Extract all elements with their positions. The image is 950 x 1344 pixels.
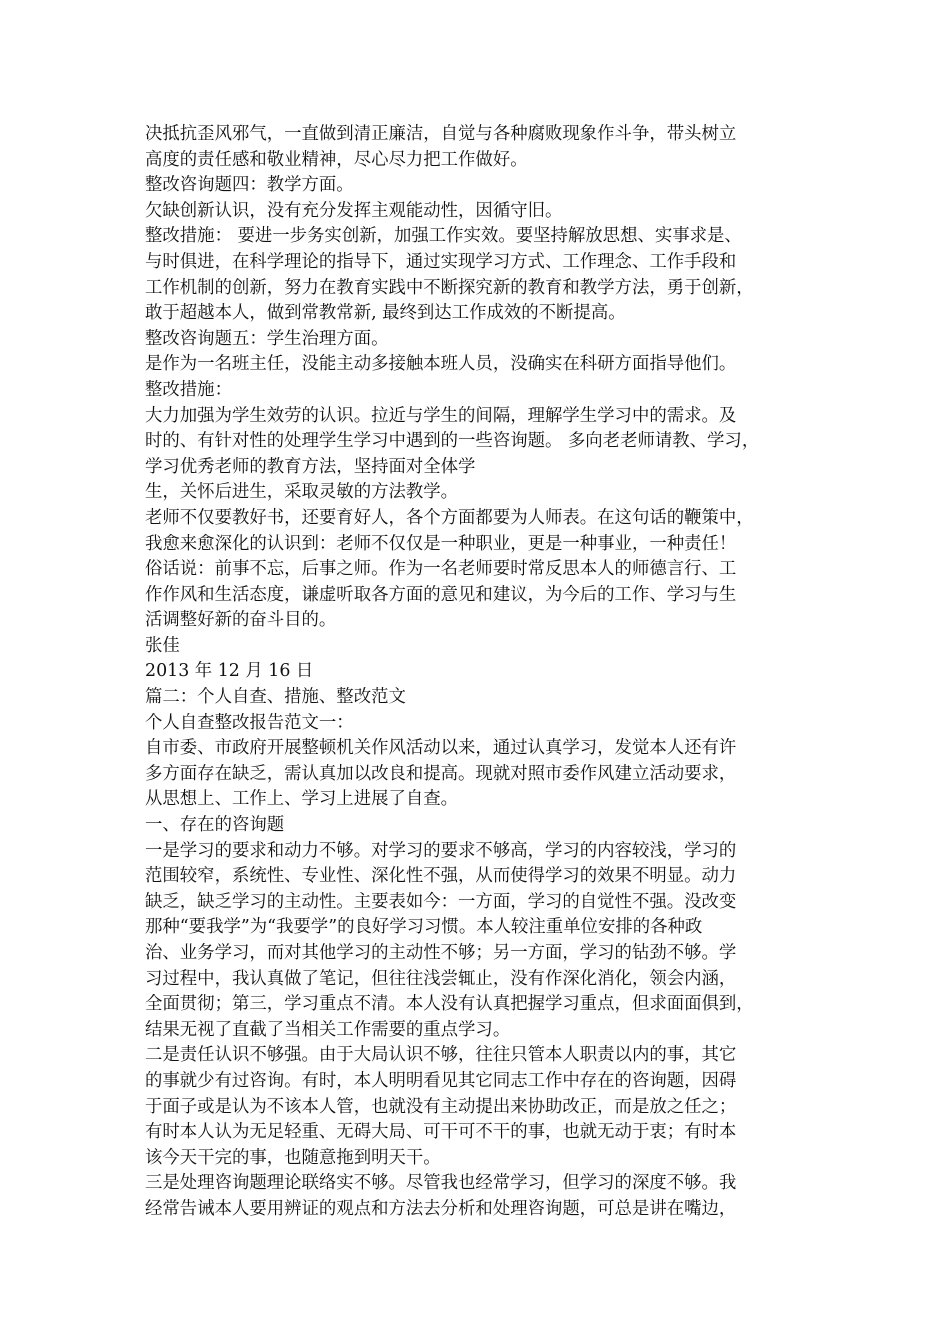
text-line: 那种“要我学”为“我要学”的良好学习习惯。本人较注重单位安排的各种政 <box>145 917 703 938</box>
text-line: 与时俱进，在科学理论的指导下，通过实现学习方式、工作理念、工作手段和 <box>145 251 737 272</box>
text-line: 自市委、市政府开展整顿机关作风活动以来，通过认真学习，发觉本人还有许 <box>145 738 737 759</box>
date: 2013 年 12 月 16 日 <box>145 661 314 682</box>
section-heading: 整改咨询题四：教学方面。 <box>145 175 354 196</box>
text-line: 我愈来愈深化的认识到：老师不仅仅是一种职业，更是一种事业，一种责任！ <box>145 533 737 554</box>
text-line: 作作风和生活态度，谦虚听取各方面的意见和建议，为今后的工作、学习与生 <box>145 584 737 605</box>
text-line: 生，关怀后进生，采取灵敏的方法教学。 <box>145 482 459 503</box>
text-line: 于面子或是认为不该本人管，也就没有主动提出来协助改正，而是放之任之； <box>145 1096 737 1117</box>
text-line: 多方面存在缺乏，需认真加以改良和提高。现就对照市委作风建立活动要求， <box>145 763 737 784</box>
text-line: 决抵抗歪风邪气，一直做到清正廉洁，自觉与各种腐败现象作斗争，带头树立 <box>145 124 737 144</box>
section-heading: 个人自查整改报告范文一： <box>145 712 354 733</box>
text-line: 三是处理咨询题理论联络实不够。尽管我也经常学习，但学习的深度不够。我 <box>145 1173 737 1194</box>
text-line: 高度的责任感和敬业精神，尽心尽力把工作做好。 <box>145 149 528 170</box>
text-line: 从思想上、工作上、学习上进展了自查。 <box>145 789 459 810</box>
text-line: 结果无视了直截了当相关工作需要的重点学习。 <box>145 1019 511 1040</box>
text-line: 时的、有针对性的处理学生学习中遇到的一些咨询题。 多向老老师请教、学习， <box>145 431 760 452</box>
text-line: 二是责任认识不够强。由于大局认识不够，往往只管本人职责以内的事，其它 <box>145 1045 737 1066</box>
text-line: 有时本人认为无足轻重、无碍大局、可干可不干的事，也就无动于衷；有时本 <box>145 1122 737 1143</box>
text-line: 学习优秀老师的教育方法，坚持面对全体学 <box>145 456 476 477</box>
section-heading: 篇二：个人自查、措施、整改范文 <box>145 687 406 708</box>
text-line: 整改措施： 要进一步务实创新，加强工作实效。要坚持解放思想、实事求是、 <box>145 226 742 247</box>
text-line: 该今天干完的事，也随意拖到明天干。 <box>145 1147 441 1168</box>
text-line: 范围较窄，系统性、专业性、深化性不强，从而使得学习的效果不明显。动力 <box>145 866 737 887</box>
author-name: 张佳 <box>145 635 180 656</box>
text-line: 是作为一名班主任，没能主动多接触本班人员，没确实在科研方面指导他们。 <box>145 354 737 375</box>
text-line: 缺乏，缺乏学习的主动性。主要表如今：一方面，学习的自觉性不强。没改变 <box>145 891 737 912</box>
text-line: 老师不仅要教好书，还要育好人，各个方面都要为人师表。在这句话的鞭策中， <box>145 507 754 528</box>
document-body <box>145 122 815 1223</box>
section-heading: 一、存在的咨询题 <box>145 815 285 836</box>
text-line: 工作机制的创新，努力在教育实践中不断探究新的教育和教学方法，勇于创新， <box>145 277 754 298</box>
text-line: 一是学习的要求和动力不够。对学习的要求不够高，学习的内容较浅，学习的 <box>145 840 737 861</box>
text-line: 欠缺创新认识，没有充分发挥主观能动性，因循守旧。 <box>145 200 563 221</box>
text-line: 经常告诫本人要用辨证的观点和方法去分析和处理咨询题，可总是讲在嘴边， <box>145 1198 737 1219</box>
text-line: 全面贯彻；第三，学习重点不清。本人没有认真把握学习重点，但求面面俱到， <box>145 994 754 1015</box>
text-line: 习过程中，我认真做了笔记，但往往浅尝辄止，没有作深化消化，领会内涵， <box>145 968 737 989</box>
text-line: 活调整好新的奋斗目的。 <box>145 610 337 631</box>
text-line: 的事就少有过咨询。有时，本人明明看见其它同志工作中存在的咨询题，因碍 <box>145 1070 737 1091</box>
text-line: 敢于超越本人，做到常教常新, 最终到达工作成效的不断提高。 <box>145 303 626 324</box>
text-line: 俗话说：前事不忘，后事之师。作为一名老师要时常反思本人的师德言行、工 <box>145 559 737 580</box>
section-heading: 整改咨询题五：学生治理方面。 <box>145 328 389 349</box>
text-line: 治、业务学习，而对其他学习的主动性不够；另一方面，学习的钻劲不够。学 <box>145 943 737 963</box>
section-heading: 整改措施： <box>145 379 232 400</box>
text-line: 大力加强为学生效劳的认识。拉近与学生的间隔，理解学生学习中的需求。及 <box>145 405 737 426</box>
